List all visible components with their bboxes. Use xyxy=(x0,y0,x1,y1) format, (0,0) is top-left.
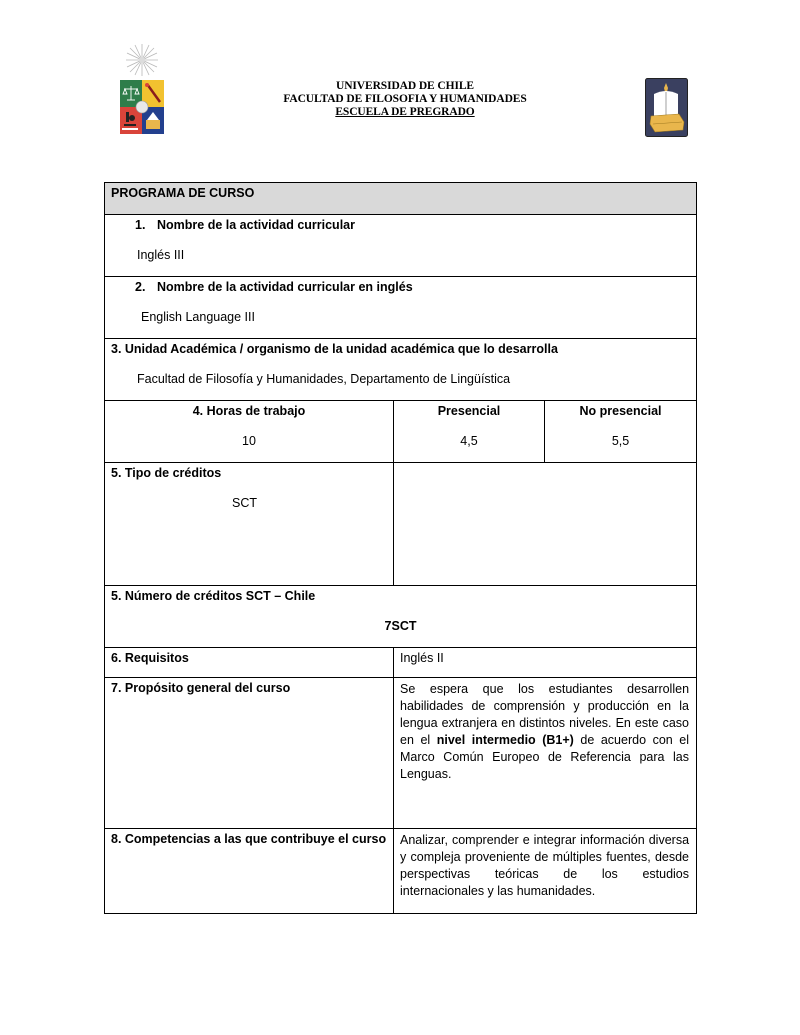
section-number: 1. xyxy=(135,218,146,232)
course-name-english-value: English Language III xyxy=(141,310,255,324)
work-hours-value: 10 xyxy=(242,434,256,448)
remote-value: 5,5 xyxy=(611,434,630,448)
competencies-value: Analizar, comprender e integrar información diversa y compleja proveniente de múltiples fuentes, desde perspectivas teóricas de los estudios internacionales y las humanidades. xyxy=(400,833,690,898)
purpose-value xyxy=(394,678,696,783)
credit-number-value: 7SCT xyxy=(384,619,417,633)
section-academic-unit xyxy=(105,339,697,401)
school-name: ESCUELA DE PREGRADO xyxy=(335,106,475,118)
section-course-name-english xyxy=(105,277,697,339)
purpose-text-before: Se espera que los estudiantes desarrollen habilidades de comprensión y producción en la lengua extranjera en distintos niveles. En este caso en el xyxy=(400,682,690,747)
requirements-label-cell xyxy=(105,648,394,678)
purpose-value-cell xyxy=(394,678,697,829)
competencies-label: 8. Competencias a las que contribuye el curso xyxy=(111,832,387,846)
credit-type-cell xyxy=(105,463,394,586)
course-name-value: Inglés III xyxy=(137,248,185,262)
purpose-label: 7. Propósito general del curso xyxy=(111,681,291,695)
faculty-book-emblem-icon xyxy=(645,78,688,138)
academic-unit-value: Facultad de Filosofía y Humanidades, Departamento de Lingüística xyxy=(137,372,511,386)
course-name-label: Nombre de la actividad curricular xyxy=(157,218,355,232)
credit-type-label: 5. Tipo de créditos xyxy=(111,466,222,480)
program-title-cell xyxy=(105,183,697,215)
work-hours-cell xyxy=(105,401,394,463)
credit-type-extra-cell xyxy=(394,463,697,586)
section-course-name xyxy=(105,215,697,277)
credit-number-cell xyxy=(105,586,697,648)
purpose-level-highlight: nivel intermedio (B1+) xyxy=(436,733,574,747)
in-person-label: Presencial xyxy=(437,404,501,418)
faculty-name: FACULTAD DE FILOSOFIA Y HUMANIDADES xyxy=(283,93,527,105)
section-label xyxy=(105,215,696,232)
document-header xyxy=(200,80,610,119)
university-name: UNIVERSIDAD DE CHILE xyxy=(336,80,474,92)
purpose-label-cell xyxy=(105,678,394,829)
competencies-label-cell xyxy=(105,829,394,914)
in-person-value: 4,5 xyxy=(460,434,478,448)
requirements-value-cell xyxy=(394,648,697,678)
program-title: PROGRAMA DE CURSO xyxy=(111,186,255,200)
course-program-table xyxy=(104,182,697,914)
credit-type-extra xyxy=(394,463,696,466)
purpose-text-after: de acuerdo con el Marco Común Europeo de Referencia para las Lenguas. xyxy=(400,733,690,781)
remote-hours-cell xyxy=(545,401,697,463)
requirements-label: 6. Requisitos xyxy=(111,651,189,665)
credit-type-value: SCT xyxy=(232,496,257,510)
section-label xyxy=(105,277,696,294)
university-crest-icon xyxy=(118,42,166,136)
credit-number-label: 5. Número de créditos SCT – Chile xyxy=(111,589,316,603)
in-person-hours-cell xyxy=(394,401,545,463)
course-name-english-label: Nombre de la actividad curricular en inglés xyxy=(157,280,413,294)
academic-unit-label: 3. Unidad Académica / organismo de la unidad académica que lo desarrolla xyxy=(111,342,558,356)
requirements-value: Inglés II xyxy=(400,651,444,665)
competencies-value-cell xyxy=(394,829,697,914)
remote-label: No presencial xyxy=(579,404,662,418)
work-hours-label: 4. Horas de trabajo xyxy=(192,404,306,418)
section-number: 2. xyxy=(135,280,146,294)
